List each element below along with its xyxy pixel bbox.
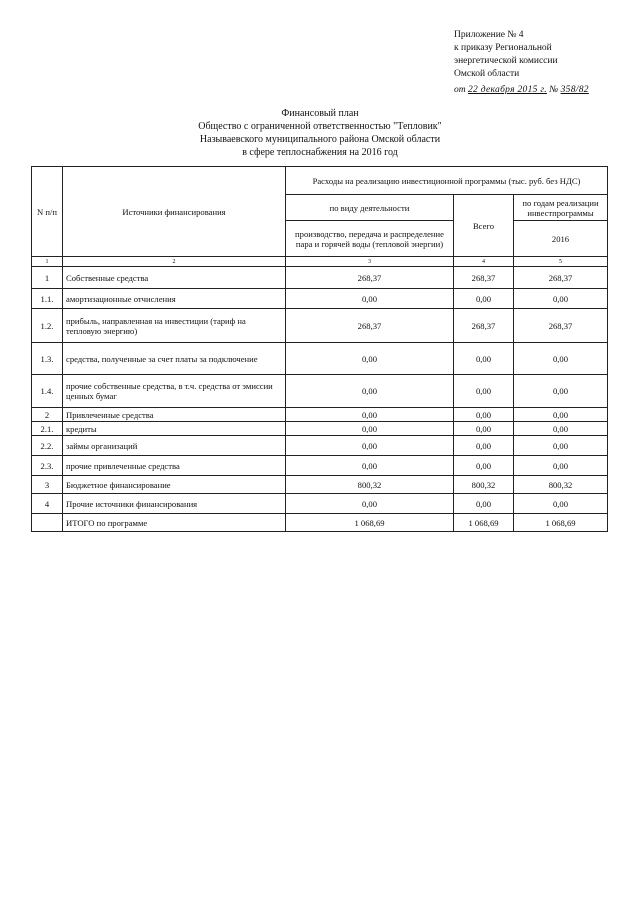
table-row [32, 476, 608, 494]
row-num: 2.3. [32, 456, 63, 476]
row-year-value: 268,37 [514, 267, 608, 289]
table-row [32, 422, 608, 436]
row-num: 1.4. [32, 375, 63, 408]
row-num [32, 514, 63, 532]
header-num: N п/п [32, 167, 63, 257]
header-source: Источники финансирования [63, 167, 286, 257]
row-activity-value: 268,37 [286, 267, 454, 289]
header-year: 2016 [514, 221, 608, 257]
row-year-value: 0,00 [514, 343, 608, 375]
row-total-value: 800,32 [454, 476, 514, 494]
row-source: амортизационные отчисления [63, 289, 286, 309]
row-year-value: 0,00 [514, 494, 608, 514]
row-source: Бюджетное финансирование [63, 476, 286, 494]
row-total-value: 1 068,69 [454, 514, 514, 532]
header-by-years: по годам реализации инвестпрограммы [514, 195, 608, 221]
row-total-value: 268,37 [454, 309, 514, 343]
row-year-value: 268,37 [514, 309, 608, 343]
row-source: Прочие источники финансирования [63, 494, 286, 514]
header-expenses: Расходы на реализацию инвестиционной программы (тыс. руб. без НДС) [286, 167, 608, 195]
appendix-line-2: к приказу Региональной [454, 43, 552, 53]
order-date: 22 декабря 2015 г. [468, 85, 547, 95]
row-activity-value: 0,00 [286, 375, 454, 408]
header-total: Всего [454, 195, 514, 257]
column-number: 2 [63, 257, 286, 267]
row-total-value: 0,00 [454, 289, 514, 309]
row-source: прибыль, направленная на инвестиции (тариф на тепловую энергию) [63, 309, 286, 343]
table-row [32, 456, 608, 476]
row-total-value: 0,00 [454, 456, 514, 476]
row-activity-value: 0,00 [286, 494, 454, 514]
row-activity-value: 0,00 [286, 456, 454, 476]
row-source: Привлеченные средства [63, 408, 286, 422]
column-number-row [32, 257, 608, 267]
row-total-value: 0,00 [454, 408, 514, 422]
row-source: займы организаций [63, 436, 286, 456]
row-num: 1.3. [32, 343, 63, 375]
row-year-value: 0,00 [514, 289, 608, 309]
row-source: ИТОГО по программе [63, 514, 286, 532]
row-num: 2.2. [32, 436, 63, 456]
header-activity-desc: производство, передача и распределение пара и горячей воды (тепловой энергии) [286, 221, 454, 257]
row-activity-value: 0,00 [286, 436, 454, 456]
appendix-line-1: Приложение № 4 [454, 30, 524, 40]
appendix-block [454, 29, 589, 97]
row-num: 4 [32, 494, 63, 514]
row-activity-value: 0,00 [286, 343, 454, 375]
row-total-value: 0,00 [454, 494, 514, 514]
title-line-3: Называевского муниципального района Омской области [199, 134, 441, 145]
row-num: 1.2. [32, 309, 63, 343]
row-num: 1.1. [32, 289, 63, 309]
row-activity-value: 0,00 [286, 408, 454, 422]
row-source: прочие привлеченные средства [63, 456, 286, 476]
row-total-value: 0,00 [454, 422, 514, 436]
order-number: 358/82 [560, 85, 589, 95]
financial-plan-table [31, 166, 608, 532]
row-total-value: 0,00 [454, 375, 514, 408]
table-row [32, 267, 608, 289]
column-number: 1 [32, 257, 63, 267]
row-year-value: 0,00 [514, 375, 608, 408]
row-activity-value: 0,00 [286, 289, 454, 309]
row-num: 2 [32, 408, 63, 422]
title-line-4: в сфере теплоснабжения на 2016 год [242, 147, 398, 158]
appendix-line-3: энергетической комиссии [454, 56, 558, 66]
row-total-value: 0,00 [454, 436, 514, 456]
row-activity-value: 268,37 [286, 309, 454, 343]
row-year-value: 0,00 [514, 456, 608, 476]
table-row [32, 309, 608, 343]
header-by-activity: по виду деятельности [286, 195, 454, 221]
row-activity-value: 0,00 [286, 422, 454, 436]
column-number: 3 [286, 257, 454, 267]
row-source: средства, полученные за счет платы за подключение [63, 343, 286, 375]
column-number: 5 [514, 257, 608, 267]
document-title [120, 107, 520, 159]
row-source: прочие собственные средства, в т.ч. средства от эмиссии ценных бумаг [63, 375, 286, 408]
row-year-value: 0,00 [514, 436, 608, 456]
row-year-value: 800,32 [514, 476, 608, 494]
row-activity-value: 800,32 [286, 476, 454, 494]
row-activity-value: 1 068,69 [286, 514, 454, 532]
order-date-line [454, 84, 589, 97]
appendix-line-4: Омской области [454, 69, 520, 79]
table-row [32, 375, 608, 408]
row-year-value: 0,00 [514, 422, 608, 436]
table-row [32, 408, 608, 422]
column-number: 4 [454, 257, 514, 267]
row-year-value: 1 068,69 [514, 514, 608, 532]
date-prefix: от [454, 85, 466, 95]
table-row [32, 494, 608, 514]
row-total-value: 268,37 [454, 267, 514, 289]
row-num: 2.1. [32, 422, 63, 436]
title-line-1: Финансовый план [281, 108, 359, 119]
row-total-value: 0,00 [454, 343, 514, 375]
table-row [32, 289, 608, 309]
row-num: 1 [32, 267, 63, 289]
table-row [32, 343, 608, 375]
row-year-value: 0,00 [514, 408, 608, 422]
table-row [32, 436, 608, 456]
number-prefix: № [549, 85, 559, 95]
table-total-row [32, 514, 608, 532]
title-line-2: Общество с ограниченной ответственностью "Тепловик" [198, 121, 442, 132]
row-source: Собственные средства [63, 267, 286, 289]
row-num: 3 [32, 476, 63, 494]
row-source: кредиты [63, 422, 286, 436]
